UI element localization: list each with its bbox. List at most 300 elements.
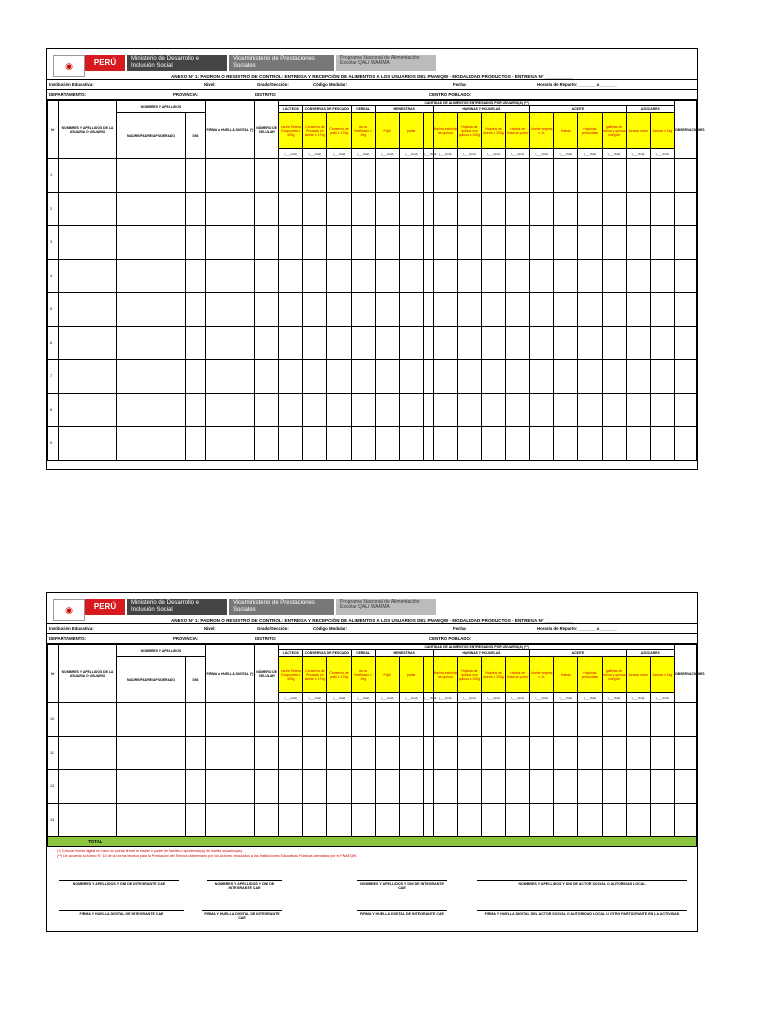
entry-cell[interactable] (327, 770, 351, 804)
entry-cell[interactable] (399, 226, 423, 260)
entry-cell[interactable] (481, 259, 505, 293)
entry-cell[interactable] (433, 427, 457, 461)
entry-cell[interactable] (433, 360, 457, 394)
entry-cell[interactable] (530, 803, 554, 837)
entry-cell[interactable] (626, 770, 650, 804)
entry-cell[interactable] (327, 159, 351, 193)
entry-cell[interactable] (58, 770, 116, 804)
entry-cell[interactable] (375, 226, 399, 260)
entry-cell[interactable] (327, 803, 351, 837)
entry-cell[interactable] (351, 326, 375, 360)
entry-cell[interactable] (303, 393, 327, 427)
entry-cell[interactable] (457, 803, 481, 837)
entry-cell[interactable] (602, 736, 626, 770)
entry-cell[interactable] (375, 427, 399, 461)
entry-cell[interactable] (457, 159, 481, 193)
entry-cell[interactable] (675, 159, 697, 193)
entry-cell[interactable] (506, 192, 530, 226)
entry-cell[interactable] (205, 427, 254, 461)
entry-cell[interactable] (626, 192, 650, 226)
entry-cell[interactable] (626, 803, 650, 837)
entry-cell[interactable] (423, 736, 433, 770)
entry-cell[interactable] (255, 326, 279, 360)
entry-cell[interactable] (481, 736, 505, 770)
entry-cell[interactable] (279, 803, 303, 837)
entry-cell[interactable] (279, 293, 303, 327)
entry-cell[interactable] (506, 803, 530, 837)
entry-cell[interactable] (279, 159, 303, 193)
entry-cell[interactable] (327, 360, 351, 394)
entry-cell[interactable] (117, 736, 186, 770)
entry-cell[interactable] (375, 803, 399, 837)
entry-cell[interactable] (602, 360, 626, 394)
entry-cell[interactable] (602, 226, 626, 260)
entry-cell[interactable] (399, 293, 423, 327)
entry-cell[interactable] (675, 803, 697, 837)
entry-cell[interactable] (117, 360, 186, 394)
entry-cell[interactable] (423, 159, 433, 193)
entry-cell[interactable] (626, 326, 650, 360)
entry-cell[interactable] (481, 326, 505, 360)
entry-cell[interactable] (554, 192, 578, 226)
entry-cell[interactable] (578, 226, 602, 260)
entry-cell[interactable] (650, 293, 674, 327)
entry-cell[interactable] (351, 427, 375, 461)
entry-cell[interactable] (481, 803, 505, 837)
entry-cell[interactable] (554, 770, 578, 804)
entry-cell[interactable] (602, 770, 626, 804)
entry-cell[interactable] (351, 803, 375, 837)
entry-cell[interactable] (506, 393, 530, 427)
entry-cell[interactable] (506, 326, 530, 360)
entry-cell[interactable] (423, 770, 433, 804)
entry-cell[interactable] (433, 226, 457, 260)
entry-cell[interactable] (602, 703, 626, 737)
entry-cell[interactable] (205, 226, 254, 260)
entry-cell[interactable] (602, 293, 626, 327)
entry-cell[interactable] (457, 393, 481, 427)
entry-cell[interactable] (530, 770, 554, 804)
entry-cell[interactable] (375, 192, 399, 226)
entry-cell[interactable] (186, 293, 206, 327)
entry-cell[interactable] (578, 736, 602, 770)
entry-cell[interactable] (255, 393, 279, 427)
entry-cell[interactable] (650, 192, 674, 226)
entry-cell[interactable] (186, 393, 206, 427)
entry-cell[interactable] (58, 803, 116, 837)
entry-cell[interactable] (481, 427, 505, 461)
entry-cell[interactable] (675, 703, 697, 737)
entry-cell[interactable] (578, 770, 602, 804)
entry-cell[interactable] (399, 703, 423, 737)
entry-cell[interactable] (375, 293, 399, 327)
entry-cell[interactable] (351, 360, 375, 394)
entry-cell[interactable] (675, 393, 697, 427)
entry-cell[interactable] (279, 770, 303, 804)
entry-cell[interactable] (58, 393, 116, 427)
entry-cell[interactable] (186, 259, 206, 293)
entry-cell[interactable] (375, 259, 399, 293)
entry-cell[interactable] (327, 703, 351, 737)
entry-cell[interactable] (303, 226, 327, 260)
entry-cell[interactable] (650, 770, 674, 804)
entry-cell[interactable] (530, 427, 554, 461)
entry-cell[interactable] (433, 159, 457, 193)
entry-cell[interactable] (675, 293, 697, 327)
entry-cell[interactable] (327, 736, 351, 770)
entry-cell[interactable] (457, 192, 481, 226)
entry-cell[interactable] (351, 393, 375, 427)
entry-cell[interactable] (279, 703, 303, 737)
row-number: 11 (48, 736, 59, 770)
entry-cell[interactable] (602, 427, 626, 461)
entry-cell[interactable] (399, 736, 423, 770)
entry-cell[interactable] (327, 427, 351, 461)
entry-cell[interactable] (375, 770, 399, 804)
entry-cell[interactable] (279, 393, 303, 427)
entry-cell[interactable] (327, 192, 351, 226)
entry-cell[interactable] (186, 803, 206, 837)
entry-cell[interactable] (578, 293, 602, 327)
entry-cell[interactable] (626, 293, 650, 327)
entry-cell[interactable] (530, 259, 554, 293)
entry-cell[interactable] (58, 192, 116, 226)
entry-cell[interactable] (578, 360, 602, 394)
entry-cell[interactable] (117, 326, 186, 360)
entry-cell[interactable] (255, 736, 279, 770)
entry-cell[interactable] (117, 159, 186, 193)
entry-cell[interactable] (423, 703, 433, 737)
entry-cell[interactable] (399, 770, 423, 804)
entry-cell[interactable] (327, 226, 351, 260)
entry-cell[interactable] (433, 803, 457, 837)
entry-cell[interactable] (602, 326, 626, 360)
entry-cell[interactable] (303, 293, 327, 327)
entry-cell[interactable] (578, 159, 602, 193)
entry-cell[interactable] (481, 393, 505, 427)
entry-cell[interactable] (650, 393, 674, 427)
entry-cell[interactable] (375, 159, 399, 193)
entry-cell[interactable] (675, 192, 697, 226)
entry-cell[interactable] (399, 427, 423, 461)
entry-cell[interactable] (375, 393, 399, 427)
entry-cell[interactable] (186, 736, 206, 770)
entry-cell[interactable] (626, 427, 650, 461)
entry-cell[interactable] (602, 393, 626, 427)
entry-cell[interactable] (375, 736, 399, 770)
entry-cell[interactable] (58, 226, 116, 260)
entry-cell[interactable] (399, 360, 423, 394)
entry-cell[interactable] (457, 326, 481, 360)
entry-cell[interactable] (554, 293, 578, 327)
entry-cell[interactable] (578, 803, 602, 837)
entry-cell[interactable] (279, 736, 303, 770)
entry-cell[interactable] (303, 326, 327, 360)
entry-cell[interactable] (205, 159, 254, 193)
entry-cell[interactable] (303, 736, 327, 770)
entry-cell[interactable] (205, 360, 254, 394)
entry-cell[interactable] (117, 703, 186, 737)
entry-cell[interactable] (578, 259, 602, 293)
entry-cell[interactable] (303, 803, 327, 837)
entry-cell[interactable] (481, 226, 505, 260)
entry-cell[interactable] (626, 393, 650, 427)
entry-cell[interactable] (117, 259, 186, 293)
entry-cell[interactable] (578, 393, 602, 427)
entry-cell[interactable] (255, 360, 279, 394)
entry-cell[interactable] (117, 393, 186, 427)
entry-cell[interactable] (279, 360, 303, 394)
entry-cell[interactable] (279, 427, 303, 461)
entry-cell[interactable] (399, 192, 423, 226)
entry-cell[interactable] (675, 326, 697, 360)
entry-cell[interactable] (650, 803, 674, 837)
entry-cell[interactable] (506, 159, 530, 193)
entry-cell[interactable] (351, 159, 375, 193)
entry-cell[interactable] (530, 703, 554, 737)
entry-cell[interactable] (303, 770, 327, 804)
entry-cell[interactable] (327, 259, 351, 293)
entry-cell[interactable] (186, 326, 206, 360)
entry-cell[interactable] (423, 226, 433, 260)
entry-cell[interactable] (423, 326, 433, 360)
entry-cell[interactable] (530, 293, 554, 327)
entry-cell[interactable] (205, 803, 254, 837)
entry-cell[interactable] (481, 703, 505, 737)
entry-cell[interactable] (578, 192, 602, 226)
entry-cell[interactable] (554, 159, 578, 193)
entry-cell[interactable] (554, 803, 578, 837)
entry-cell[interactable] (554, 736, 578, 770)
entry-cell[interactable] (650, 159, 674, 193)
entry-cell[interactable] (433, 192, 457, 226)
entry-cell[interactable] (205, 736, 254, 770)
entry-cell[interactable] (554, 360, 578, 394)
entry-cell[interactable] (602, 192, 626, 226)
entry-cell[interactable] (399, 259, 423, 293)
entry-cell[interactable] (423, 360, 433, 394)
entry-cell[interactable] (457, 703, 481, 737)
entry-cell[interactable] (423, 293, 433, 327)
entry-cell[interactable] (255, 226, 279, 260)
entry-cell[interactable] (457, 360, 481, 394)
entry-cell[interactable] (423, 259, 433, 293)
entry-cell[interactable] (186, 427, 206, 461)
entry-cell[interactable] (303, 360, 327, 394)
entry-cell[interactable] (457, 770, 481, 804)
entry-cell[interactable] (58, 159, 116, 193)
entry-cell[interactable] (117, 770, 186, 804)
entry-cell[interactable] (602, 803, 626, 837)
entry-cell[interactable] (186, 770, 206, 804)
entry-cell[interactable] (58, 427, 116, 461)
entry-cell[interactable] (506, 736, 530, 770)
entry-cell[interactable] (327, 326, 351, 360)
entry-cell[interactable] (58, 360, 116, 394)
entry-cell[interactable] (650, 736, 674, 770)
entry-cell[interactable] (433, 770, 457, 804)
entry-cell[interactable] (351, 736, 375, 770)
entry-cell[interactable] (554, 393, 578, 427)
entry-cell[interactable] (530, 159, 554, 193)
entry-cell[interactable] (117, 192, 186, 226)
entry-cell[interactable] (554, 427, 578, 461)
entry-cell[interactable] (423, 427, 433, 461)
entry-cell[interactable] (481, 360, 505, 394)
entry-cell[interactable] (205, 259, 254, 293)
entry-cell[interactable] (578, 703, 602, 737)
entry-cell[interactable] (481, 770, 505, 804)
entry-cell[interactable] (602, 259, 626, 293)
entry-cell[interactable] (279, 192, 303, 226)
entry-cell[interactable] (457, 736, 481, 770)
entry-cell[interactable] (650, 226, 674, 260)
entry-cell[interactable] (650, 703, 674, 737)
entry-cell[interactable] (433, 736, 457, 770)
entry-cell[interactable] (205, 770, 254, 804)
entry-cell[interactable] (186, 703, 206, 737)
entry-cell[interactable] (186, 360, 206, 394)
entry-cell[interactable] (375, 326, 399, 360)
entry-cell[interactable] (117, 293, 186, 327)
entry-cell[interactable] (530, 360, 554, 394)
entry-cell[interactable] (255, 259, 279, 293)
entry-cell[interactable] (433, 703, 457, 737)
entry-cell[interactable] (58, 293, 116, 327)
entry-cell[interactable] (375, 360, 399, 394)
entry-cell[interactable] (626, 159, 650, 193)
entry-cell[interactable] (205, 293, 254, 327)
entry-cell[interactable] (255, 427, 279, 461)
entry-cell[interactable] (255, 293, 279, 327)
entry-cell[interactable] (506, 703, 530, 737)
entry-cell[interactable] (481, 192, 505, 226)
entry-cell[interactable] (554, 259, 578, 293)
entry-cell[interactable] (255, 159, 279, 193)
entry-cell[interactable] (650, 360, 674, 394)
entry-cell[interactable] (506, 770, 530, 804)
entry-cell[interactable] (626, 259, 650, 293)
entry-cell[interactable] (626, 226, 650, 260)
entry-cell[interactable] (399, 803, 423, 837)
entry-cell[interactable] (650, 326, 674, 360)
entry-cell[interactable] (675, 259, 697, 293)
entry-cell[interactable] (650, 259, 674, 293)
entry-cell[interactable] (530, 736, 554, 770)
entry-cell[interactable] (279, 326, 303, 360)
entry-cell[interactable] (117, 427, 186, 461)
entry-cell[interactable] (433, 326, 457, 360)
entry-cell[interactable] (186, 192, 206, 226)
entry-cell[interactable] (433, 259, 457, 293)
entry-cell[interactable] (58, 736, 116, 770)
entry-cell[interactable] (303, 159, 327, 193)
entry-cell[interactable] (255, 703, 279, 737)
entry-cell[interactable] (351, 226, 375, 260)
entry-cell[interactable] (255, 803, 279, 837)
entry-cell[interactable] (279, 226, 303, 260)
entry-cell[interactable] (303, 703, 327, 737)
entry-cell[interactable] (423, 393, 433, 427)
entry-cell[interactable] (554, 326, 578, 360)
entry-cell[interactable] (351, 293, 375, 327)
entry-cell[interactable] (675, 427, 697, 461)
entry-cell[interactable] (675, 360, 697, 394)
entry-cell[interactable] (457, 427, 481, 461)
entry-cell[interactable] (303, 259, 327, 293)
entry-cell[interactable] (554, 226, 578, 260)
entry-cell[interactable] (117, 803, 186, 837)
entry-cell[interactable] (186, 226, 206, 260)
entry-cell[interactable] (650, 427, 674, 461)
entry-cell[interactable] (481, 159, 505, 193)
entry-cell[interactable] (530, 326, 554, 360)
entry-cell[interactable] (351, 770, 375, 804)
entry-cell[interactable] (481, 293, 505, 327)
entry-cell[interactable] (433, 293, 457, 327)
entry-cell[interactable] (351, 703, 375, 737)
entry-cell[interactable] (327, 393, 351, 427)
entry-cell[interactable] (578, 326, 602, 360)
entry-cell[interactable] (58, 259, 116, 293)
entry-cell[interactable] (279, 259, 303, 293)
entry-cell[interactable] (457, 293, 481, 327)
entry-cell[interactable] (626, 360, 650, 394)
entry-cell[interactable] (506, 259, 530, 293)
entry-cell[interactable] (506, 226, 530, 260)
entry-cell[interactable] (423, 803, 433, 837)
entry-cell[interactable] (675, 770, 697, 804)
entry-cell[interactable] (530, 192, 554, 226)
entry-cell[interactable] (626, 736, 650, 770)
entry-cell[interactable] (399, 393, 423, 427)
entry-cell[interactable] (255, 770, 279, 804)
entry-cell[interactable] (205, 326, 254, 360)
entry-cell[interactable] (506, 360, 530, 394)
entry-cell[interactable] (327, 293, 351, 327)
entry-cell[interactable] (399, 159, 423, 193)
entry-cell[interactable] (399, 326, 423, 360)
entry-cell[interactable] (351, 259, 375, 293)
entry-cell[interactable] (351, 192, 375, 226)
entry-cell[interactable] (675, 736, 697, 770)
entry-cell[interactable] (423, 192, 433, 226)
entry-cell[interactable] (58, 703, 116, 737)
entry-cell[interactable] (554, 703, 578, 737)
entry-cell[interactable] (602, 159, 626, 193)
entry-cell[interactable] (375, 703, 399, 737)
entry-cell[interactable] (205, 393, 254, 427)
entry-cell[interactable] (205, 192, 254, 226)
entry-cell[interactable] (506, 293, 530, 327)
entry-cell[interactable] (433, 393, 457, 427)
entry-cell[interactable] (626, 703, 650, 737)
entry-cell[interactable] (303, 192, 327, 226)
entry-cell[interactable] (530, 393, 554, 427)
entry-cell[interactable] (578, 427, 602, 461)
entry-cell[interactable] (117, 226, 186, 260)
entry-cell[interactable] (58, 326, 116, 360)
entry-cell[interactable] (255, 192, 279, 226)
entry-cell[interactable] (186, 159, 206, 193)
entry-cell[interactable] (303, 427, 327, 461)
entry-cell[interactable] (457, 226, 481, 260)
entry-cell[interactable] (675, 226, 697, 260)
entry-cell[interactable] (530, 226, 554, 260)
entry-cell[interactable] (205, 703, 254, 737)
entry-cell[interactable] (457, 259, 481, 293)
entry-cell[interactable] (506, 427, 530, 461)
